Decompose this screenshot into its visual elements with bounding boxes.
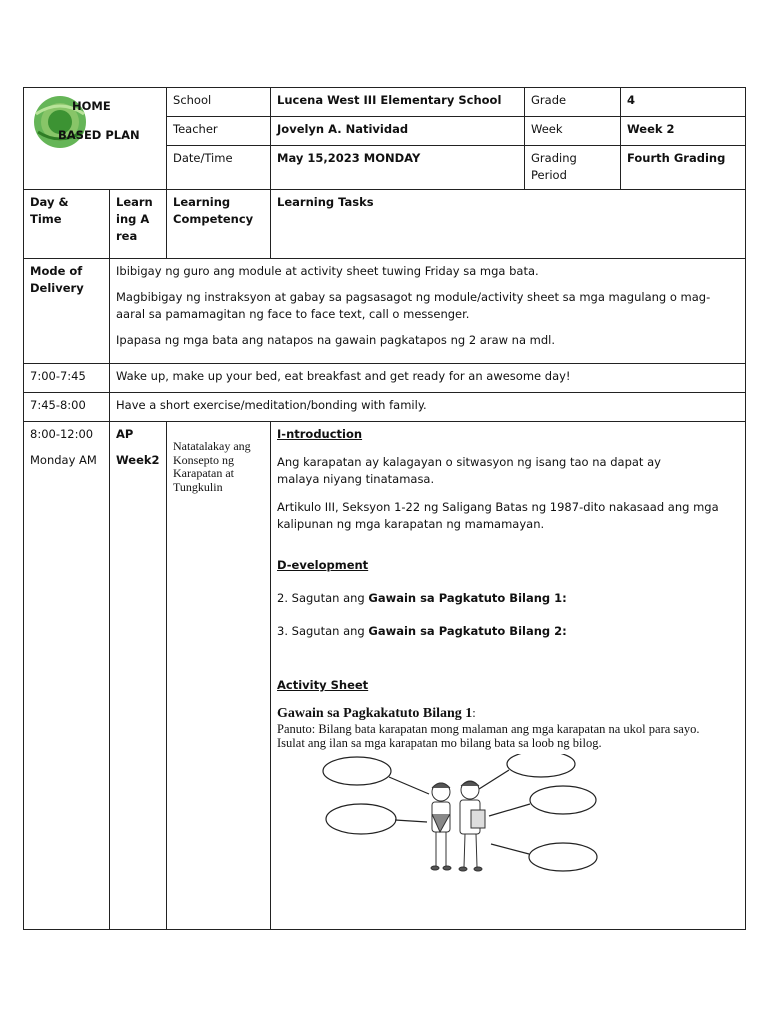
- bubble-middle-right: [530, 786, 596, 814]
- activity-instructions-2: Isulat ang ilan sa mga karapatan mo bilang bata sa loob ng bilog.: [277, 736, 602, 750]
- delivery-p3: Ipapasa ng mga bata ang natapos na gawain pagkatapos ng 2 araw na mdl.: [116, 333, 556, 347]
- schedule-time: 7:45-8:00: [24, 393, 110, 422]
- teacher-label: Teacher: [167, 117, 271, 146]
- intro-p1: Ang karapatan ay kalagayan o sitwasyon ng isang tao na dapat ay malaya niyang tinatamasa.: [277, 455, 661, 486]
- week-label: Week: [525, 117, 621, 146]
- lesson-area: AP: [116, 427, 134, 441]
- lesson-week: Week2: [116, 453, 160, 467]
- week-value: Week 2: [621, 117, 746, 146]
- delivery-text: [110, 259, 746, 364]
- task-2-bold: Gawain sa Pagkatuto Bilang 1:: [368, 591, 567, 605]
- delivery-p1: Ibibigay ng guro ang module at activity sheet tuwing Friday sa mga bata.: [116, 264, 539, 278]
- schedule-activity: Have a short exercise/meditation/bonding with family.: [110, 393, 746, 422]
- lesson-plan-table: [23, 87, 746, 930]
- lesson-tasks-cell: [271, 422, 746, 930]
- lesson-time-cell: [24, 422, 110, 930]
- task-2-prefix: 2. Sagutan ang: [277, 591, 369, 605]
- delivery-label: Mode of Delivery: [24, 259, 110, 364]
- bubble-top-left: [323, 757, 391, 785]
- col-learning-tasks: Learning Tasks: [271, 190, 746, 259]
- activity-heading: Activity Sheet: [277, 678, 369, 692]
- children-illustration-icon: [431, 781, 485, 871]
- lesson-time: 8:00-12:00: [30, 427, 94, 441]
- activity-title: Gawain sa Pagkakatuto Bilang 1: [277, 706, 473, 721]
- bubble-middle-left: [326, 804, 396, 834]
- col-learning-area: Learning Area: [110, 190, 167, 259]
- lesson-competency: Natatalakay ang Konsepto ng Karapatan at Tungkulin: [173, 439, 251, 494]
- schedule-time: 7:00-7:45: [24, 364, 110, 393]
- intro-p2: Artikulo III, Seksyon 1-22 ng Saligang Batas ng 1987-dito nakasaad ang mga kalipunan ng mga karapatan ng mamamayan.: [277, 500, 719, 531]
- lesson-competency-cell: [167, 422, 271, 930]
- header-title-cell: [24, 88, 167, 190]
- date-label: Date/Time: [167, 146, 271, 190]
- activity-title-suffix: :: [472, 706, 476, 720]
- activity-title-line: [277, 705, 739, 722]
- intro-heading: I-ntroduction: [277, 427, 363, 441]
- bubble-bottom-right: [529, 843, 597, 871]
- activity-instructions: Panuto: Bilang bata karapatan mong malaman ang mga karapatan na ukol para sayo.: [277, 722, 700, 736]
- period-value: Fourth Grading: [621, 146, 746, 190]
- development-heading: D-evelopment: [277, 558, 369, 572]
- school-label: School: [167, 88, 271, 117]
- col-day-time: Day & Time: [24, 190, 110, 259]
- grade-label: Grade: [525, 88, 621, 117]
- bubble-top-right: [507, 754, 575, 777]
- grade-value: 4: [621, 88, 746, 117]
- col-learning-competency: Learning Competency: [167, 190, 271, 259]
- schedule-activity: Wake up, make up your bed, eat breakfast and get ready for an awesome day!: [110, 364, 746, 393]
- task-3-prefix: 3. Sagutan ang: [277, 624, 369, 638]
- home-title-line2: BASED PLAN: [58, 128, 140, 142]
- task-2: [277, 590, 739, 607]
- task-3: [277, 623, 739, 640]
- home-title-line1: HOME: [72, 99, 111, 113]
- date-value: May 15,2023 MONDAY: [271, 146, 525, 190]
- rights-bubble-diagram: [319, 754, 609, 884]
- teacher-value: Jovelyn A. Natividad: [271, 117, 525, 146]
- lesson-day: Monday AM: [30, 453, 97, 467]
- lesson-area-cell: [110, 422, 167, 930]
- period-label: Grading Period: [525, 146, 621, 190]
- school-value: Lucena West III Elementary School: [271, 88, 525, 117]
- delivery-p2: Magbibigay ng instraksyon at gabay sa pagsasagot ng module/activity sheet sa mga magulang o mag-aaral sa pamamagitan ng face to face text, call o messenger.: [116, 290, 711, 321]
- task-3-bold: Gawain sa Pagkatuto Bilang 2:: [368, 624, 567, 638]
